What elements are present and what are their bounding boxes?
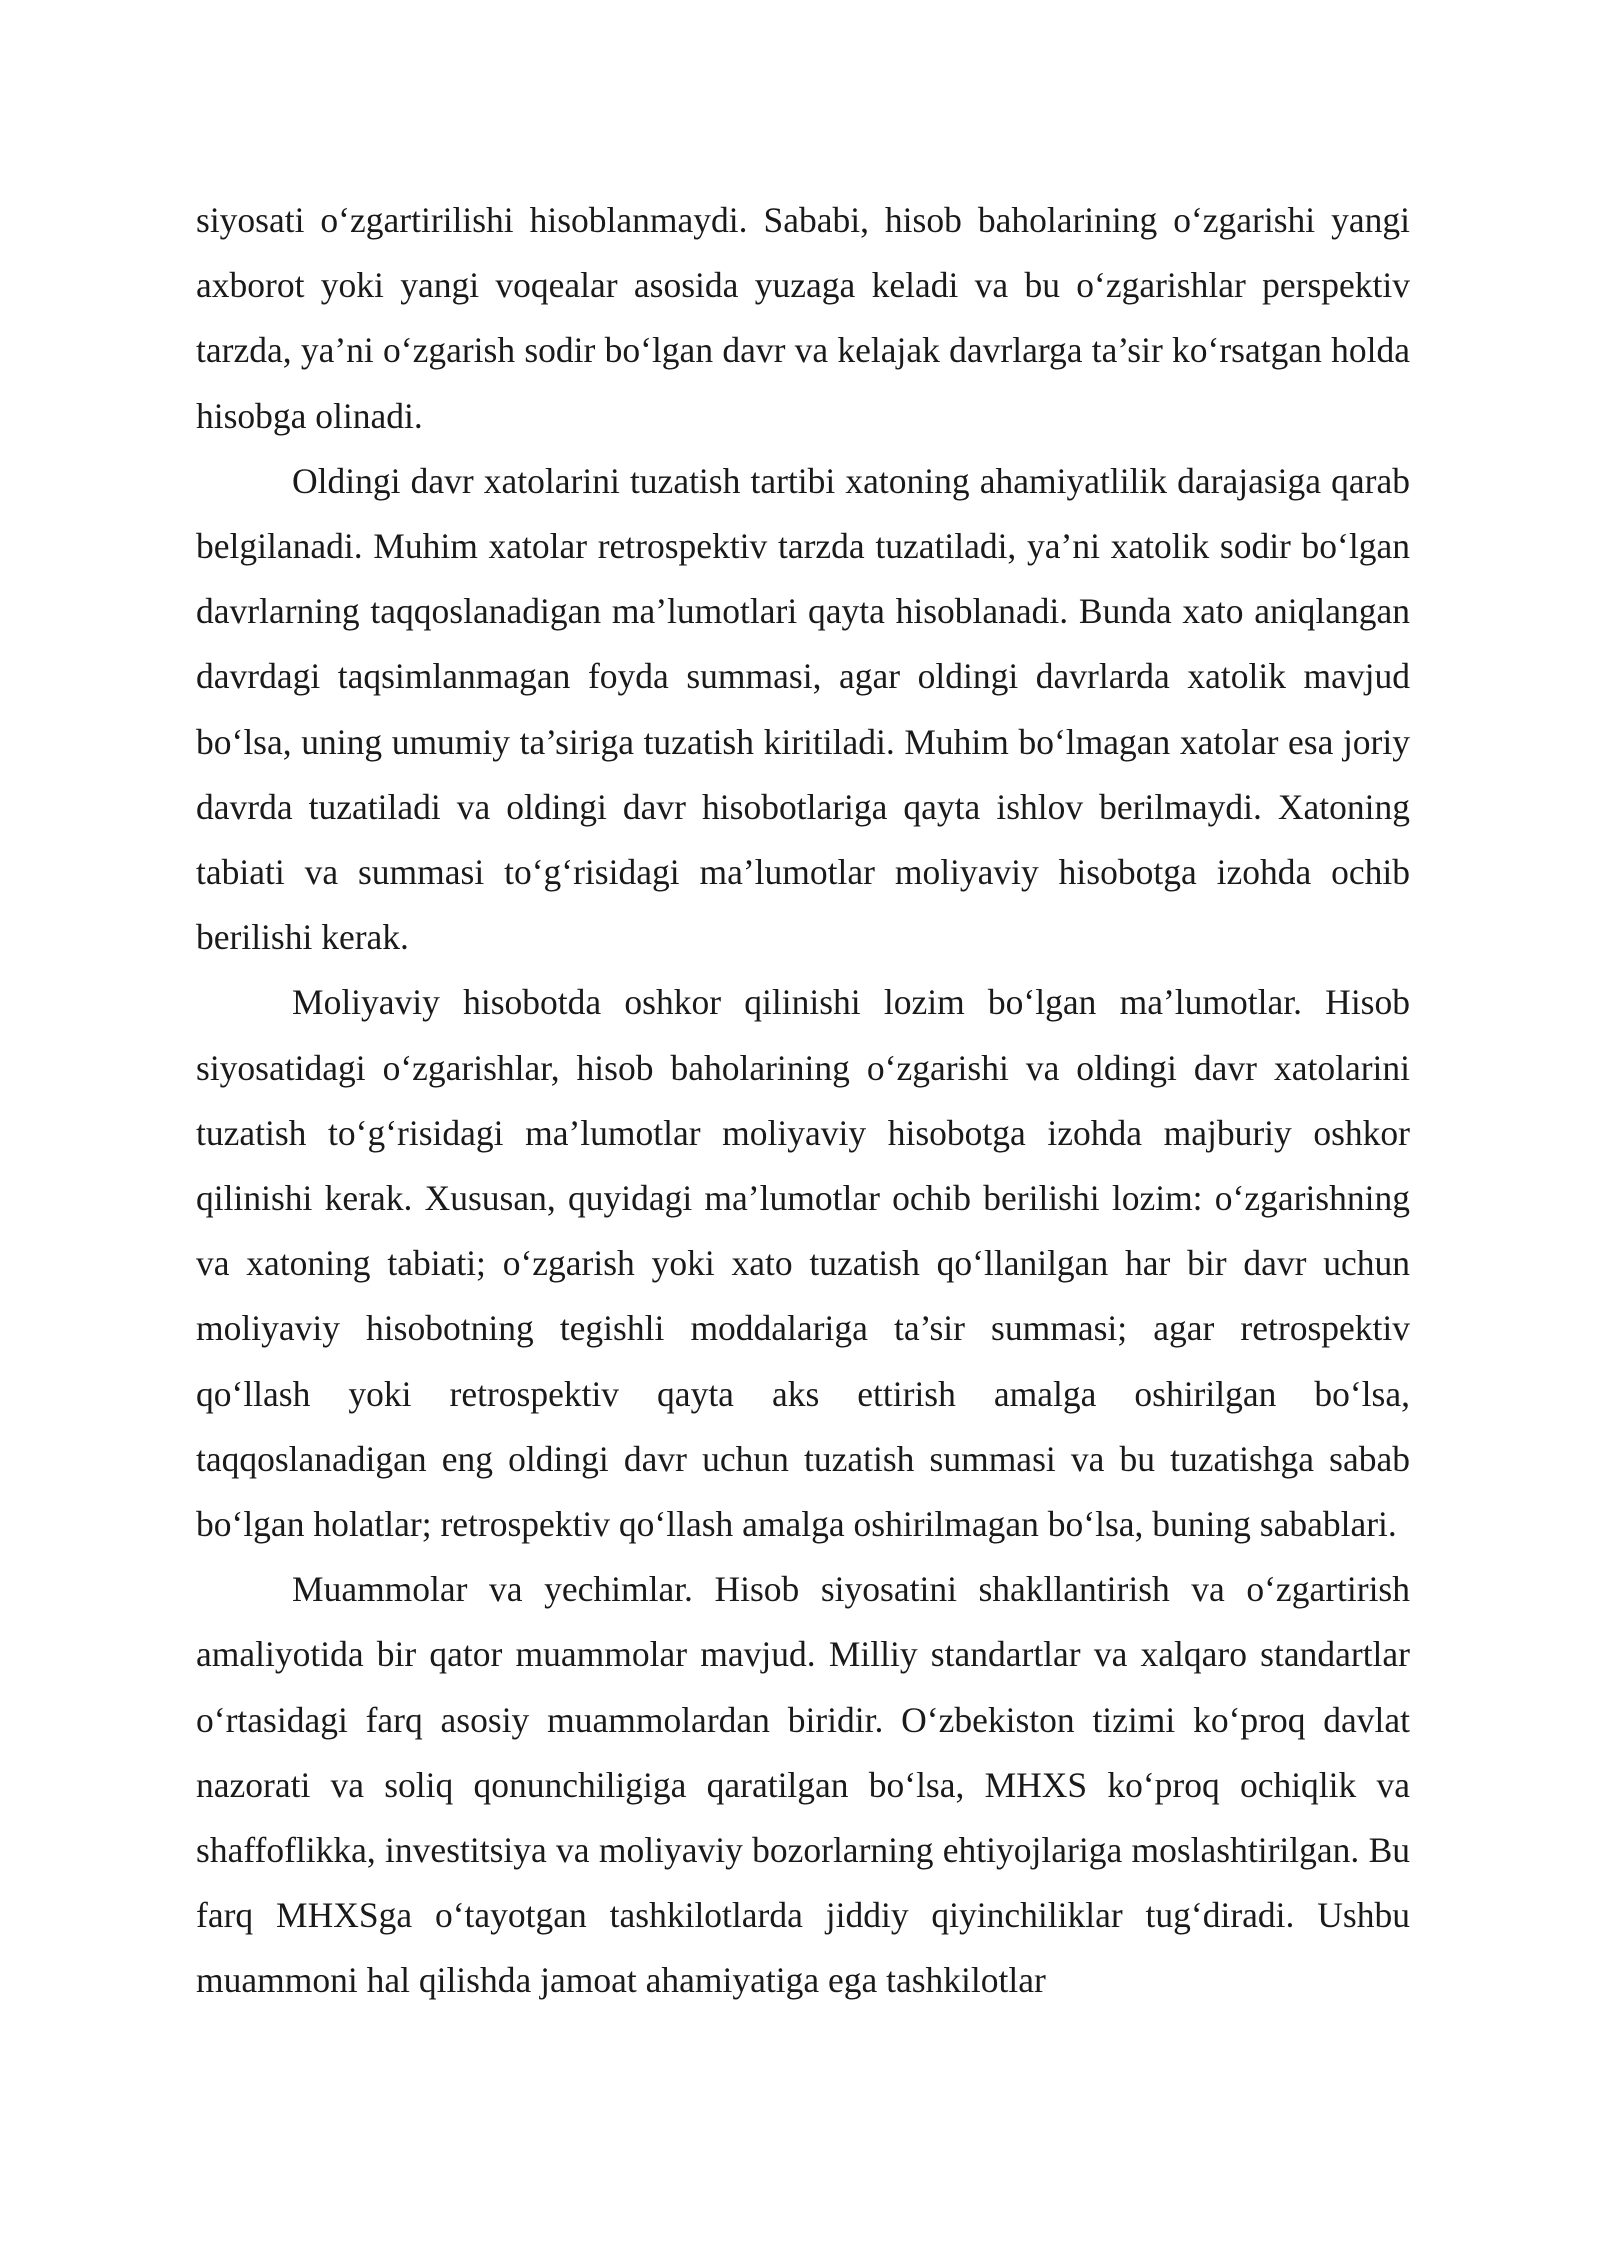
paragraph-disclosure: Moliyaviy hisobotda oshkor qilinishi lozim bo‘lgan ma’lumotlar. Hisob siyosatidagi o‘zgarishlar, hisob baholarining o‘zgarishi va oldingi davr xatolarini tuzatish to‘g‘risidagi ma’lumotlar moliyaviy hisobotga izohda majburiy oshkor qilinishi kerak. Xususan, quyidagi ma’lumotlar ochib berilishi lozim: o‘zgarishning va xatoning tabiati; o‘zgarish yoki xato tuzatish qo‘llanilgan har bir davr uchun moliyaviy hisobotning tegishli moddalariga ta’sir summasi; agar retrospektiv qo‘llash yoki retrospektiv qayta aks ettirish amalga oshirilgan bo‘lsa, taqqoslanadigan eng oldingi davr uchun tuzatish summasi va bu tuzatishga sabab bo‘lgan holatlar; retrospektiv qo‘llash amalga oshirilmagan bo‘lsa, buning sabablari. [196,982,1410,1545]
paragraph-continuation: siyosati o‘zgartirilishi hisoblanmaydi. Sababi, hisob baholarining o‘zgarishi yangi axborot yoki yangi voqealar asosida yuzaga keladi va bu o‘zgarishlar perspektiv tarzda, ya’ni o‘zgarish sodir bo‘lgan davr va kelajak davrlarga ta’sir ko‘rsatgan holda hisobga olinadi. [196,200,1410,436]
paragraph-error-correction: Oldingi davr xatolarini tuzatish tartibi xatoning ahamiyatlilik darajasiga qarab belgilanadi. Muhim xatolar retrospektiv tarzda tuzatiladi, ya’ni xatolik sodir bo‘lgan davrlarning taqqoslanadigan ma’lumotlari qayta hisoblanadi. Bunda xato aniqlangan davrdagi taqsimlanmagan foyda summasi, agar oldingi davrlarda xatolik mavjud bo‘lsa, uning umumiy ta’siriga tuzatish kiritiladi. Muhim bo‘lmagan xatolar esa joriy davrda tuzatiladi va oldingi davr hisobotlariga qayta ishlov berilmaydi. Xatoning tabiati va summasi to‘g‘risidagi ma’lumotlar moliyaviy hisobotga izohda ochib berilishi kerak. [196,460,1410,958]
paragraph-problems-solutions: Muammolar va yechimlar. Hisob siyosatini shakllantirish va o‘zgartirish amaliyotida bir qator muammolar mavjud. Milliy standartlar va xalqaro standartlar o‘rtasidagi farq asosiy muammolardan biridir. O‘zbekiston tizimi ko‘proq davlat nazorati va soliq qonunchiligiga qaratilgan bo‘lsa, MHXS ko‘proq ochiqlik va shaffoflikka, investitsiya va moliyaviy bozorlarning ehtiyojlariga moslashtirilgan. Bu farq MHXSga o‘tayotgan tashkilotlarda jiddiy qiyinchiliklar tug‘diradi. Ushbu muammoni hal qilishda jamoat ahamiyatiga ega tashkilotlar [196,1569,1410,2001]
body-text [196,188,1410,2014]
